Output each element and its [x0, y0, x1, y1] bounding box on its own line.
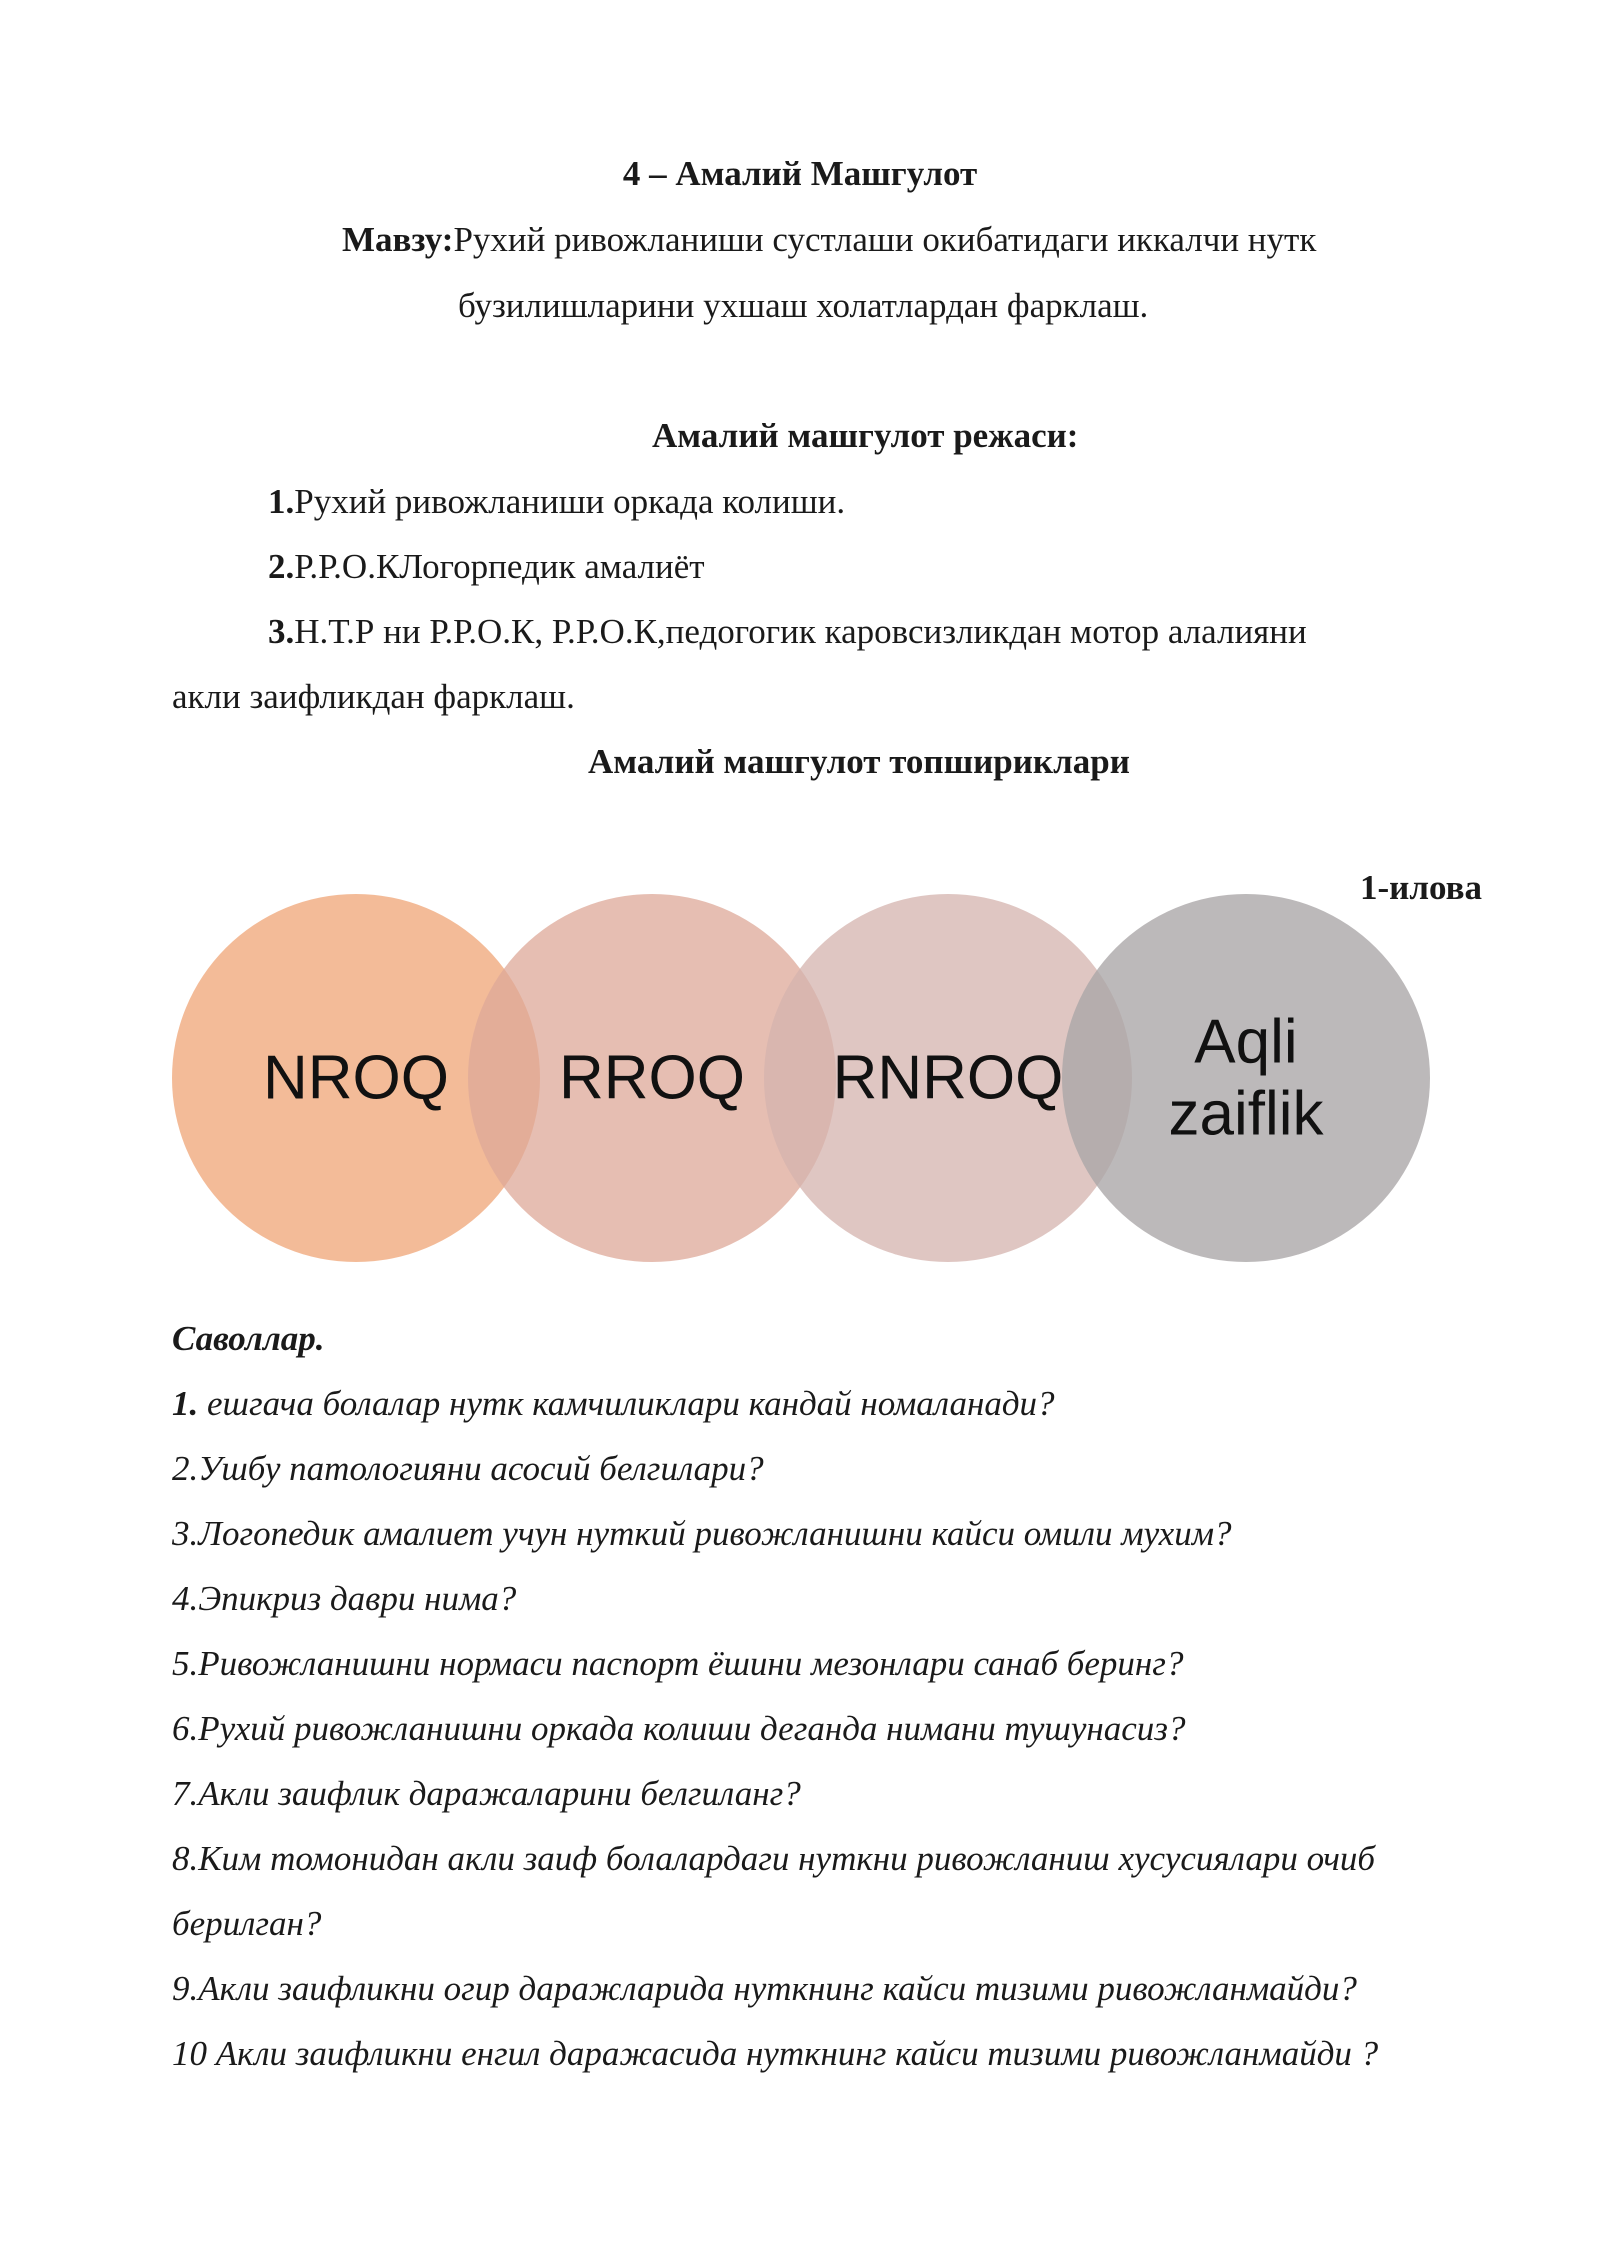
question-item: 1. ешгача болалар нутк камчиликлари кандай номаланади? [172, 1384, 1055, 1423]
diagram-circle-label: RNROQ [832, 1043, 1064, 1113]
topic-line-2: бузилишларини ухшаш холатлардан фарклаш. [458, 286, 1149, 325]
plan-item-continuation: акли заифликдан фарклаш. [172, 677, 575, 716]
question-item: 2.Ушбу патологияни асосий белгилари? [172, 1449, 764, 1488]
page-title: 4 – Амалий Машгулот [622, 154, 978, 193]
diagram-circle-label: NROQ [263, 1043, 449, 1113]
plan-item: 2.Р.Р.О.КЛогорпедик амалиёт [268, 547, 705, 586]
plan-item: 3.Н.Т.Р ни Р.Р.О.К, Р.Р.О.К,педогогик каровсизликдан мотор алалияни [268, 612, 1307, 651]
plan-item: 1.Рухий ривожланиши оркада колиши. [268, 482, 846, 521]
question-item: 4.Эпикриз даври нима? [172, 1579, 517, 1618]
diagram-circle [1062, 894, 1430, 1262]
question-item: 6.Рухий ривожланишни оркада колиши деганда нимани тушунасиз? [172, 1709, 1186, 1748]
plan-title: Амалий машгулот режаси: [652, 416, 1079, 455]
question-item: 9.Акли заифликни огир даражларида нуткнинг кайси тизими ривожланмайди? [172, 1969, 1357, 2008]
question-item: 10 Акли заифликни енгил даражасида нуткнинг кайси тизими ривожланмайди ? [172, 2034, 1379, 2073]
topic-text-1: Рухий ривожланиши сустлаши окибатидаги иккалчи нутк [453, 220, 1317, 259]
question-item: 3.Логопедик амалиет учун нуткий ривожланишни кайси омили мухим? [172, 1514, 1232, 1553]
question-item: 8.Ким томонидан акли заиф болалардаги нуткни ривожланиш хусусиялари очиб [172, 1839, 1376, 1878]
tasks-title: Амалий машгулот топшириклари [588, 742, 1130, 781]
diagram-circle-label: Aqli [1194, 1007, 1298, 1077]
questions-title: Саволлар. [172, 1319, 325, 1358]
question-item: 5.Ривожланишни нормаси паспорт ёшини мезонлари санаб беринг? [172, 1644, 1184, 1683]
topic-label: Мавзу: [342, 220, 454, 259]
question-item: 7.Акли заифлик даражаларини белгиланг? [172, 1774, 801, 1813]
appendix-label: 1-илова [1360, 868, 1482, 907]
question-item-continuation: берилган? [172, 1904, 322, 1943]
diagram-circle-label: RROQ [559, 1043, 745, 1113]
diagram-circle-label: zaiflik [1168, 1079, 1324, 1149]
